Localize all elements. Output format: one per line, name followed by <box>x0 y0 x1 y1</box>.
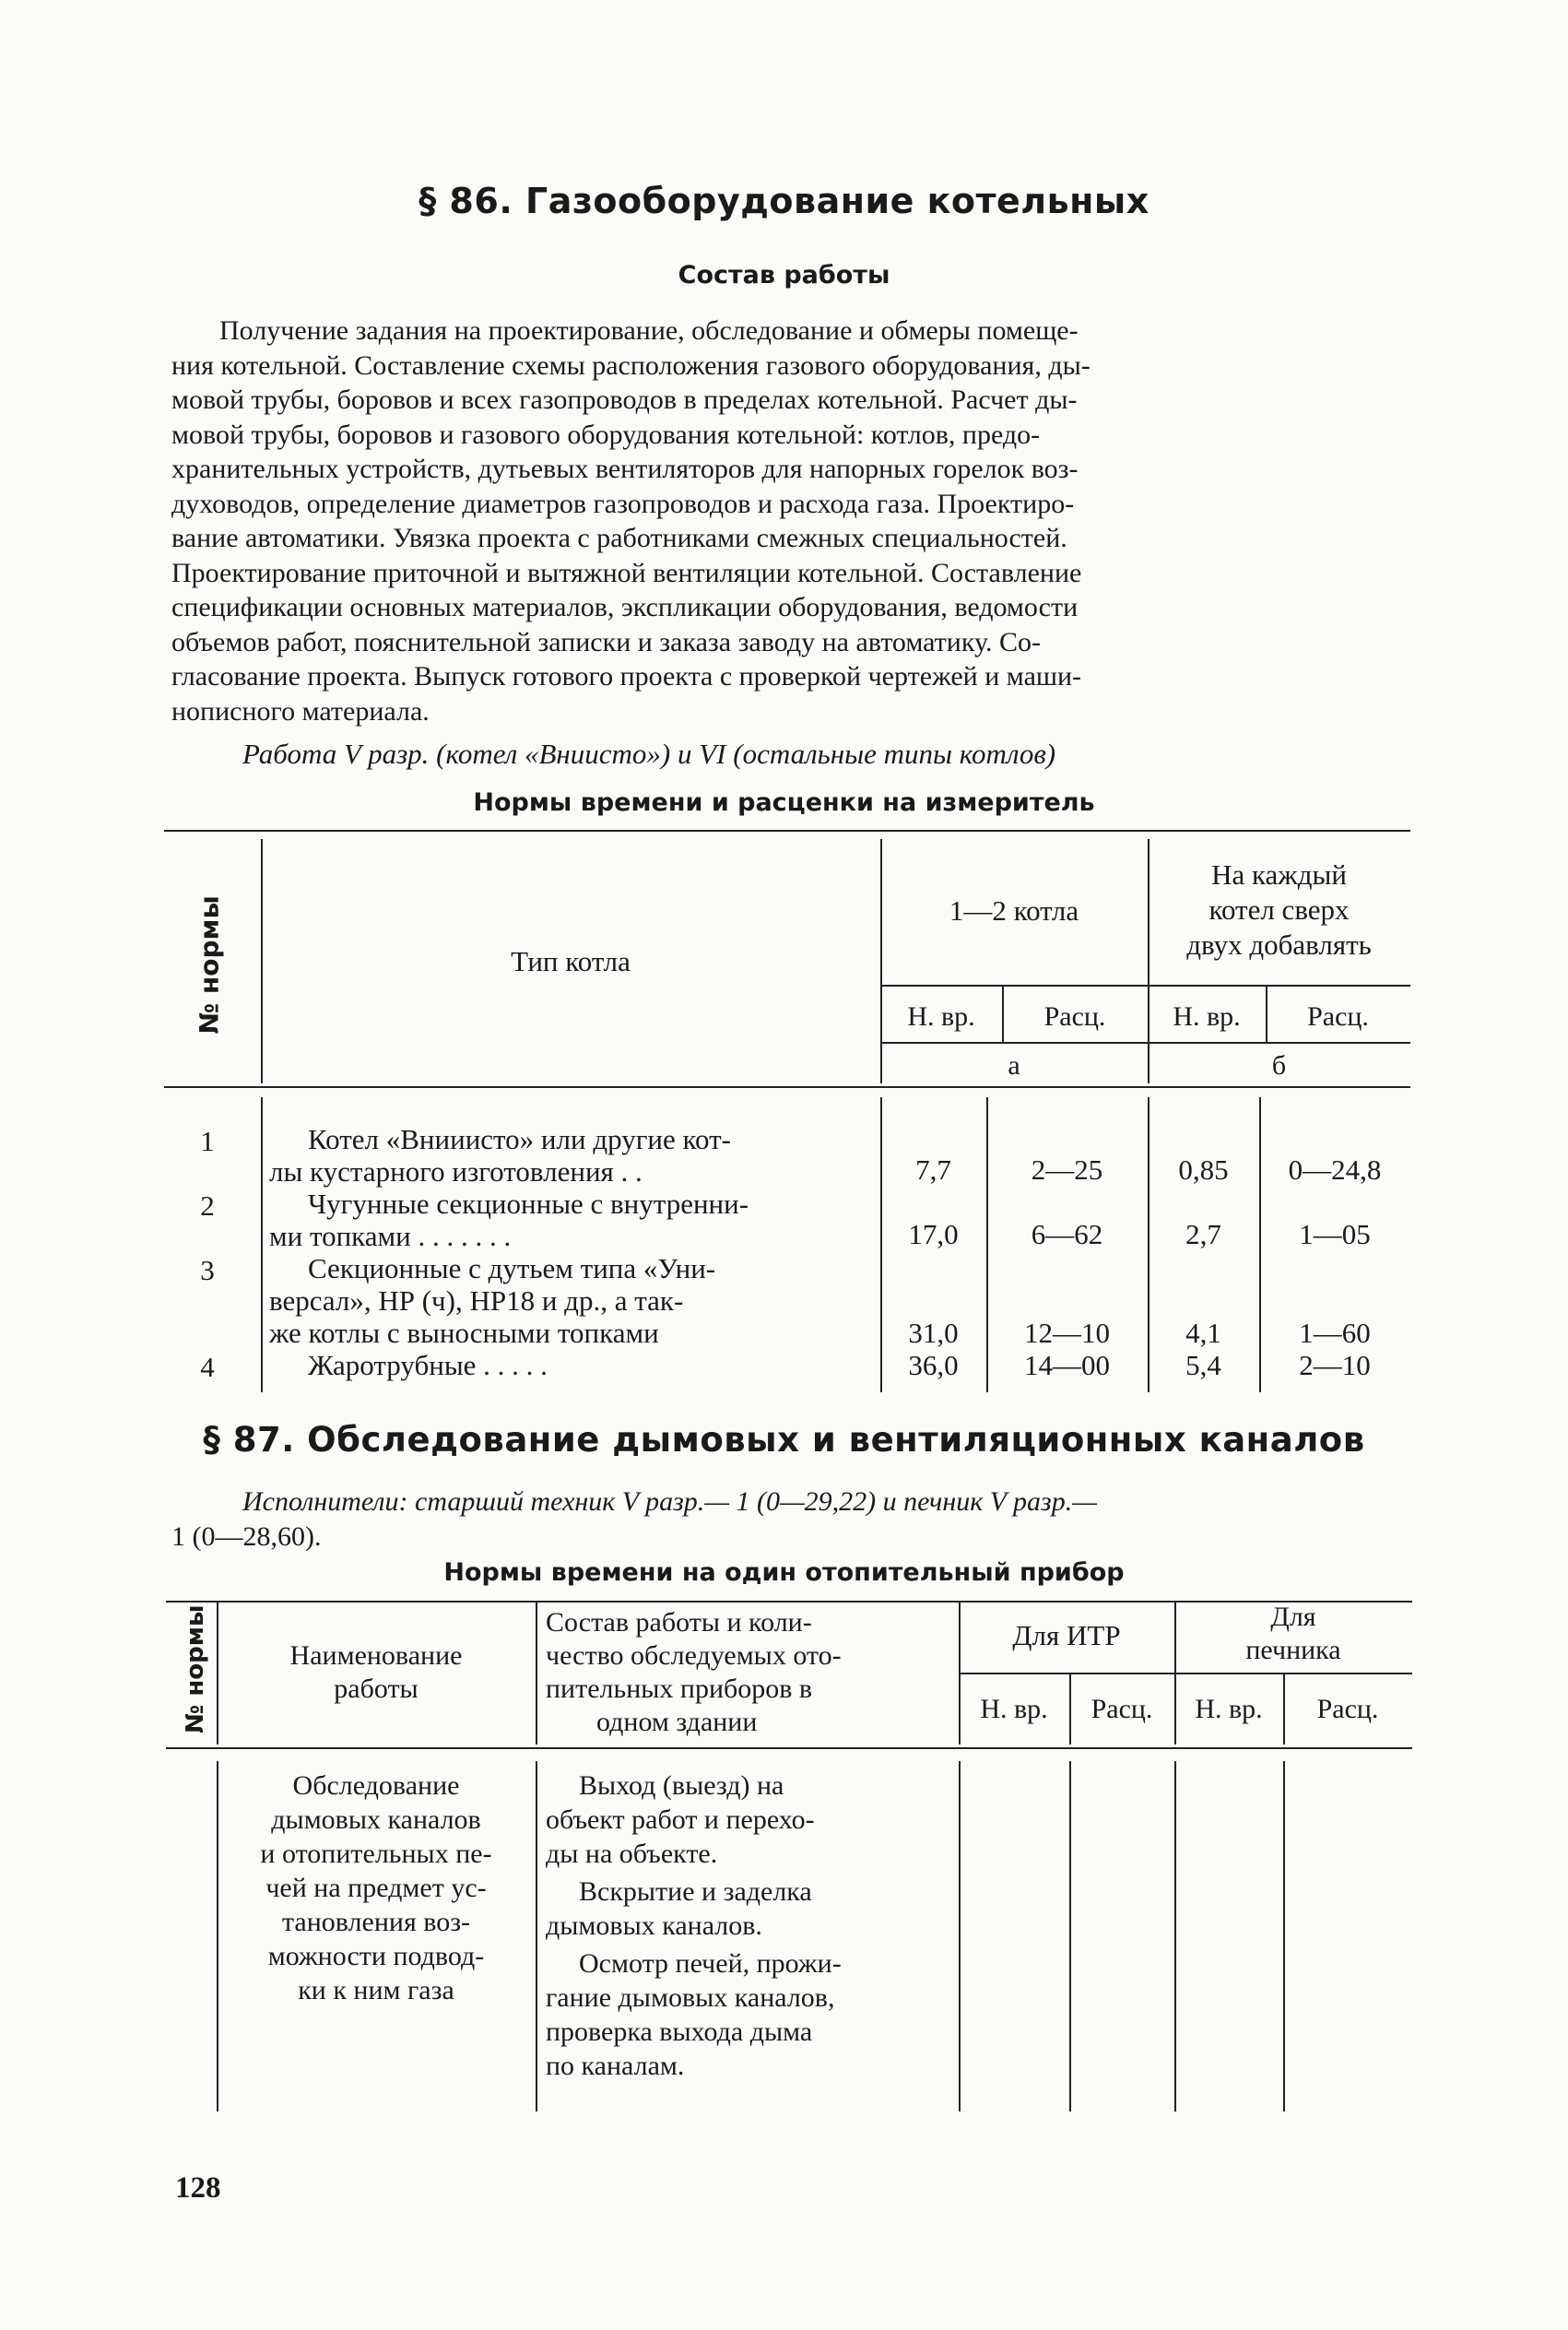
row-work-name-line: тановления воз- <box>281 1907 471 1937</box>
row-rate-a: 6—62 <box>1031 1218 1103 1250</box>
col-header-line: двух добавлять <box>1186 928 1372 961</box>
sub-rate-stove: Расц. <box>1316 1694 1379 1724</box>
col-header-line: чество обследуемых ото- <box>546 1640 842 1671</box>
col-header-line: работы <box>334 1674 419 1704</box>
row-composition-paragraph <box>546 1768 949 1871</box>
section-86-title: § 86. Газооборудование котельных <box>419 181 1149 221</box>
col-for-itr: Для ИТР <box>1012 1619 1121 1651</box>
row-boiler-type-line: Котел «Внииисто» или другие кот- <box>308 1123 731 1155</box>
row-composition-line: Вскрытие и заделка <box>579 1876 812 1907</box>
executors-line-2: 1 (0—28,60). <box>171 1521 322 1552</box>
work-line: хранительных устройств, дутьевых вентиляторов для напорных горелок воз- <box>171 454 1079 484</box>
row-boiler-type-line: Чугунные секционные с внутренни- <box>308 1188 749 1220</box>
grade-note: Работа V разр. (котел «Вниисто») и VI (остальные типы котлов) <box>242 738 1056 770</box>
sub-norm-time-a: Н. вр. <box>907 1001 975 1032</box>
col-header-line: Состав работы и коли- <box>546 1607 812 1638</box>
col-each-extra-boiler <box>1148 857 1410 963</box>
sub-norm-time-itr: Н. вр. <box>980 1694 1048 1724</box>
row-work-composition <box>546 1768 949 2087</box>
row-norm-time-b: 2,7 <box>1185 1218 1221 1250</box>
work-line: нописного материала. <box>171 695 430 727</box>
row-norm-number: 1 <box>200 1125 215 1157</box>
row-work-name <box>221 1768 531 2007</box>
table1-title: Нормы времени и расценки на измеритель <box>473 788 1095 817</box>
col-header-line: одном здании <box>596 1707 758 1737</box>
work-line: гласование проекта. Выпуск готового проекта с проверкой чертежей и маши- <box>171 661 1082 692</box>
work-composition-text <box>171 313 1421 728</box>
row-rate-a: 14—00 <box>1024 1349 1110 1381</box>
col-work-composition <box>546 1606 951 1739</box>
row-composition-line: Осмотр печей, прожи- <box>579 1948 842 1979</box>
row-composition-paragraph <box>546 1946 949 2083</box>
row-norm-time-b: 5,4 <box>1185 1349 1221 1381</box>
row-work-name-line: ки к ним газа <box>298 1975 454 2005</box>
page-number: 128 <box>175 2171 221 2205</box>
work-line: духоводов, определение диаметров газопроводов и расхода газа. Проектиро- <box>171 488 1075 519</box>
row-composition-line: проверка выхода дыма <box>546 2017 813 2047</box>
row-boiler-type <box>269 1252 868 1349</box>
row-work-name-line: чей на предмет ус- <box>265 1873 487 1903</box>
row-composition-line: дымовых каналов. <box>546 1910 762 1941</box>
work-line: спецификации основных материалов, экспликации оборудования, ведомости <box>171 592 1079 622</box>
work-line: Проектирование приточной и вытяжной вентиляции котельной. Составление <box>171 557 1082 588</box>
col-header-line: пительных приборов в <box>546 1674 813 1704</box>
col-work-name <box>217 1639 536 1706</box>
sub-rate-itr: Расц. <box>1091 1694 1153 1724</box>
sub-rate-a: Расц. <box>1043 1001 1106 1032</box>
row-boiler-type-line: же котлы с выносными топками <box>269 1317 659 1349</box>
row-norm-time-b: 0,85 <box>1178 1153 1229 1186</box>
work-line: объемов работ, пояснительной записки и заказа заводу на автоматику. Со- <box>171 626 1041 657</box>
row-composition-line: ды на объекте. <box>546 1839 718 1869</box>
row-composition-line: гание дымовых каналов, <box>546 1982 835 2013</box>
work-composition-heading: Состав работы <box>678 261 890 290</box>
row-boiler-type <box>269 1349 868 1381</box>
row-norm-time-a: 36,0 <box>908 1349 959 1381</box>
row-norm-time-a: 7,7 <box>915 1153 951 1186</box>
work-line: вание автоматики. Увязка проекта с работниками смежных специальностей. <box>171 523 1067 553</box>
row-composition-paragraph <box>546 1875 949 1943</box>
row-work-name-line: и отопительных пе- <box>260 1839 492 1869</box>
col-for-stove-maker <box>1174 1601 1412 1667</box>
row-boiler-type <box>269 1188 868 1252</box>
row-work-name-line: можности подвод- <box>267 1941 485 1971</box>
row-composition-line: объект работ и перехо- <box>546 1804 815 1835</box>
row-composition-line: Выход (выезд) на <box>579 1770 784 1801</box>
row-boiler-type-line: Секционные с дутьем типа «Уни- <box>308 1252 716 1284</box>
col-header-line: котел сверх <box>1208 893 1350 926</box>
row-norm-time-b: 4,1 <box>1185 1317 1221 1349</box>
col-1-2-boilers: 1—2 котла <box>949 894 1079 927</box>
col-norm-number: № нормы <box>194 895 225 1035</box>
row-norm-time-a: 17,0 <box>908 1218 959 1250</box>
col-norm-number-2: № нормы <box>182 1604 209 1733</box>
section-87-title: § 87. Обследование дымовых и вентиляционных каналов <box>203 1420 1365 1460</box>
executors-line-1: Исполнители: старший техник V разр.— 1 (0—29,22) и печник V разр.— <box>242 1486 1097 1517</box>
row-boiler-type-line: версал», НР (ч), НР18 и др., а так- <box>269 1284 684 1317</box>
work-line: ния котельной. Составление схемы расположения газового оборудования, ды- <box>171 349 1091 381</box>
row-rate-b: 1—60 <box>1299 1317 1371 1349</box>
sub-rate-b: Расц. <box>1307 1001 1369 1032</box>
row-work-name-line: Обследование <box>292 1770 460 1801</box>
col-boiler-type: Тип котла <box>511 945 631 977</box>
row-norm-time-a: 31,0 <box>908 1317 959 1349</box>
table2-title: Нормы времени на один отопительный прибор <box>443 1558 1125 1587</box>
letter-b: б <box>1271 1050 1287 1081</box>
row-boiler-type-line: лы кустарного изготовления . . <box>269 1155 643 1188</box>
sub-norm-time-stove: Н. вр. <box>1195 1694 1263 1724</box>
work-line: мовой трубы, боровов и всех газопроводов в пределах котельной. Расчет ды- <box>171 384 1078 415</box>
col-header-line: печника <box>1245 1635 1341 1665</box>
row-norm-number: 3 <box>200 1254 215 1286</box>
letter-a: а <box>1008 1050 1020 1081</box>
row-rate-a: 12—10 <box>1024 1317 1110 1349</box>
row-rate-a: 2—25 <box>1031 1153 1103 1186</box>
row-boiler-type-line: ми топками . . . . . . . <box>269 1220 512 1252</box>
row-rate-b: 0—24,8 <box>1288 1153 1382 1186</box>
row-work-name-line: дымовых каналов <box>271 1804 481 1835</box>
col-header-line: Наименование <box>289 1640 463 1671</box>
work-line: Получение задания на проектирование, обследование и обмеры помеще- <box>219 315 1079 346</box>
col-header-line: На каждый <box>1211 858 1347 891</box>
row-rate-b: 2—10 <box>1299 1349 1371 1381</box>
row-boiler-type <box>269 1123 868 1188</box>
row-boiler-type-line: Жаротрубные . . . . . <box>308 1349 548 1381</box>
col-header-line: Для <box>1270 1602 1316 1632</box>
work-line: мовой трубы, боровов и газового оборудования котельной: котлов, предо- <box>171 419 1041 450</box>
sub-norm-time-b: Н. вр. <box>1173 1001 1241 1032</box>
row-rate-b: 1—05 <box>1299 1218 1371 1250</box>
row-norm-number: 4 <box>200 1351 215 1383</box>
row-composition-line: по каналам. <box>546 2051 685 2081</box>
row-norm-number: 2 <box>200 1189 215 1222</box>
